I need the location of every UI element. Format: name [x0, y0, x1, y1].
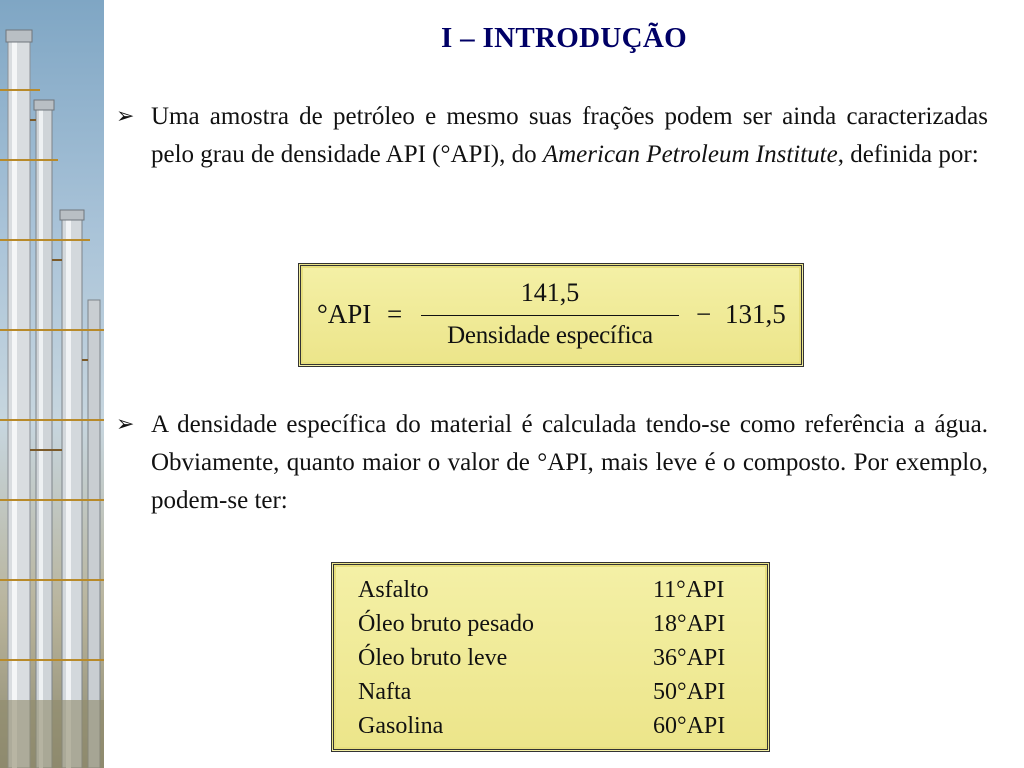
api-formula-box [298, 263, 804, 367]
refinery-photo [0, 0, 104, 768]
formula-numerator: 141,5 [520, 278, 580, 307]
table-row [358, 709, 748, 743]
bullet-paragraph-1 [116, 98, 988, 174]
page-title: I – INTRODUÇÃO [441, 22, 687, 54]
row-name: Nafta [358, 679, 412, 705]
formula-denominator: Densidade específica [447, 322, 653, 349]
row-name: Óleo bruto pesado [358, 611, 534, 637]
row-name: Gasolina [358, 713, 444, 739]
bullet-paragraph-2 [116, 406, 988, 520]
formula-constant: 131,5 [725, 299, 786, 329]
paragraph-1-part-b: , definida por: [837, 141, 979, 168]
formula-minus: − [696, 299, 712, 329]
paragraph-1-italic: American Petroleum Institute [542, 141, 838, 168]
table-row [358, 573, 748, 607]
paragraph-1-part-a: Uma amostra de petróleo e mesmo suas frações podem ser ainda caracterizadas pelo grau de densidade API (°API), do [151, 103, 988, 168]
row-value: 50°API [653, 679, 726, 705]
row-value: 60°API [653, 713, 726, 739]
formula-equals: = [387, 299, 403, 329]
row-name: Asfalto [358, 577, 429, 603]
refinery-illustration [0, 0, 104, 768]
row-value: 11°API [653, 577, 725, 603]
api-examples-table [331, 562, 770, 752]
fraction-bar [421, 315, 679, 316]
paragraph-1-text [151, 98, 988, 174]
arrow-bullet-icon: ➢ [116, 104, 135, 129]
row-value: 18°API [653, 611, 726, 637]
row-name: Óleo bruto leve [358, 645, 508, 671]
row-value: 36°API [653, 645, 726, 671]
paragraph-2-text: A densidade específica do material é calculada tendo-se como referência a água. Obviamente, quanto maior o valor de °API, mais leve é o composto. Por exemplo, podem-se ter: [151, 411, 988, 514]
arrow-bullet-icon: ➢ [116, 412, 135, 437]
table-row [358, 607, 748, 641]
formula-lhs: °API [317, 299, 372, 329]
table-row [358, 675, 748, 709]
table-row [358, 641, 748, 675]
